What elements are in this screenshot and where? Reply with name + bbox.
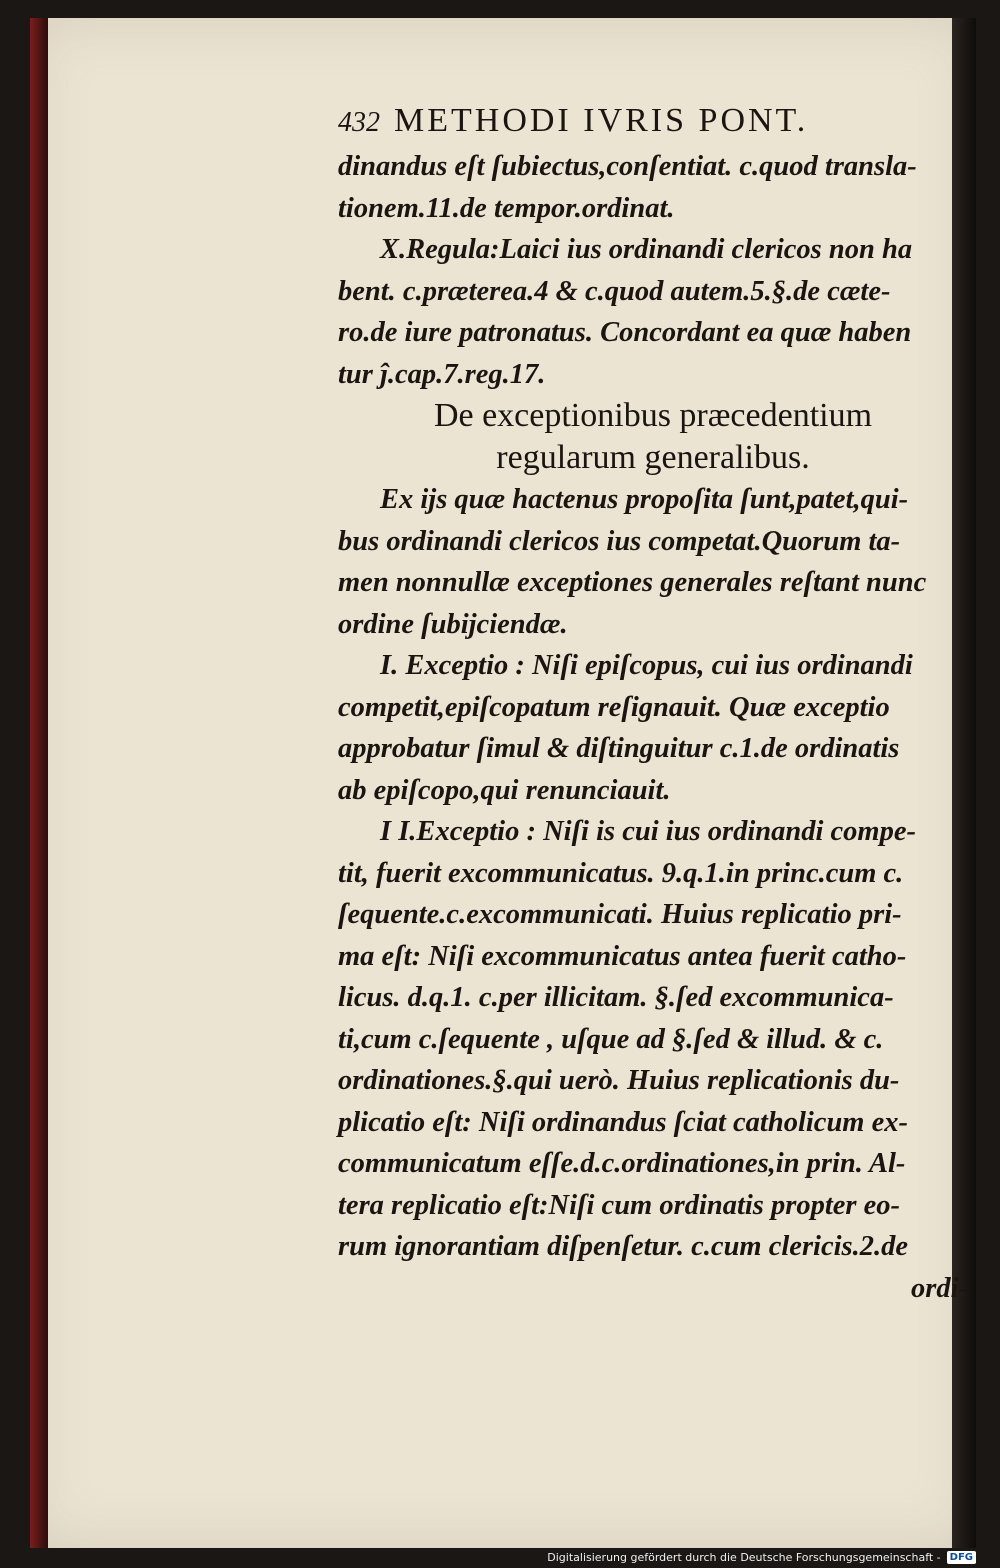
text-line: approbatur ſimul & diſtinguitur c.1.de ordinatis	[338, 733, 900, 764]
text-line: ro.de iure patronatus. Concordant ea quæ haben	[338, 317, 912, 348]
text-line: bent. c.præterea.4 & c.quod autem.5.§.de cæte-	[338, 275, 891, 307]
text-line: X.Regula:Laici ius ordinandi clericos non ha	[380, 234, 913, 265]
text-line: communicatum eſſe.d.c.ordinationes,in prin. Al-	[338, 1148, 906, 1179]
text-line: licus. d.q.1. c.per illicitam. §.ſed excommunica-	[338, 982, 894, 1013]
text-line: rum ignorantiam diſpenſetur. c.cum clericis.2.de	[338, 1231, 909, 1262]
text-line: I I.Exceptio : Niſi is cui ius ordinandi compe-	[380, 816, 916, 847]
text-line: ſequente.c.excommunicati. Huius replicatio pri-	[338, 899, 902, 930]
text-line: ab epiſcopo,qui renunciauit.	[338, 774, 671, 806]
book-page	[30, 18, 976, 1548]
dfg-logo: DFG	[947, 1551, 976, 1564]
footer-text: Digitalisierung gefördert durch die Deutsche Forschungsgemeinschaft -	[547, 1551, 941, 1564]
text-line: dinandus eſt ſubiectus,conſentiat. c.quod transla-	[338, 151, 917, 182]
section-heading: De exceptionibus præcedentium	[433, 397, 873, 434]
text-line: plicatio eſt: Niſi ordinandus ſciat catholicum ex-	[338, 1106, 908, 1138]
text-line: Ex ijs quæ hactenus propoſita ſunt,patet,qui-	[380, 484, 909, 515]
text-line: tit, fuerit excommunicatus. 9.q.1.in princ.cum c.	[338, 857, 904, 889]
text-line: ti,cum c.ſequente , uſque ad §.ſed & illud. & c.	[338, 1023, 884, 1055]
page-text	[338, 102, 968, 1309]
text-line: I. Exceptio : Niſi epiſcopus, cui ius ordinandi	[380, 650, 913, 681]
text-line: tionem.11.de tempor.ordinat.	[338, 192, 675, 224]
running-head-title: METHODI IVRIS PONT.	[394, 102, 809, 139]
text-line: tera replicatio eſt:Niſi cum ordinatis propter eo-	[338, 1189, 901, 1221]
text-line: ordinationes.§.qui uerò. Huius replicationis du-	[338, 1065, 900, 1096]
catchword: ordi-	[911, 1272, 968, 1304]
footer-credit	[547, 1551, 976, 1564]
text-line: tur ĵ.cap.7.reg.17.	[338, 358, 546, 390]
text-line: bus ordinandi clericos ius competat.Quorum ta-	[338, 525, 901, 557]
text-line: ma eſt: Niſi excommunicatus antea fuerit catho-	[338, 940, 907, 972]
text-line: men nonnullæ exceptiones generales reſtant nunc	[338, 567, 927, 598]
page-number: 432	[338, 107, 380, 138]
text-line: ordine ſubijciendæ.	[338, 608, 568, 640]
section-heading: regularum generalibus.	[496, 439, 810, 476]
book-spine	[30, 18, 48, 1548]
text-line: competit,epiſcopatum reſignauit. Quæ exceptio	[338, 691, 890, 723]
running-head	[338, 102, 968, 140]
